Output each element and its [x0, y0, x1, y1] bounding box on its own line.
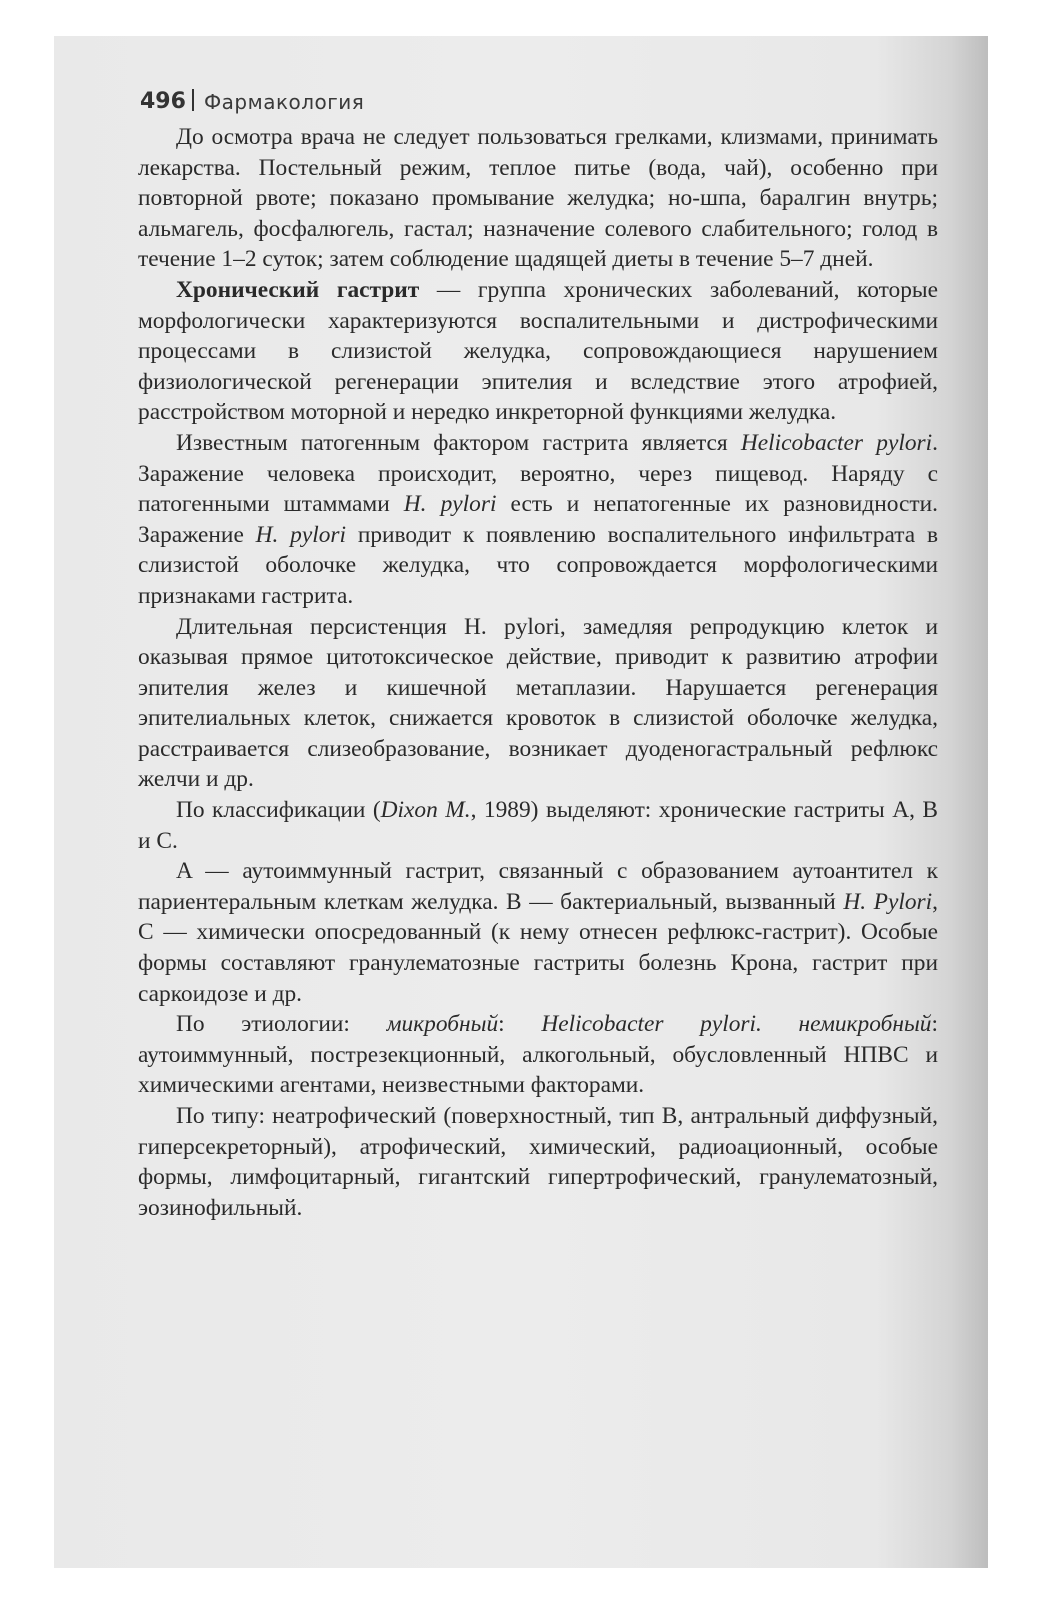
p3-text-2: . Заражение человека происходит, вероятно, через пищевод. Наряду с патогенными штаммами: [138, 429, 938, 518]
p5-italic-1: Dixon M.: [380, 797, 471, 824]
p7-text-3: : аутоиммунный, пострезекционный, алкогольный, обусловленный НПВС и химическими агентами, неизвестными факторами.: [138, 1011, 938, 1099]
paragraph-5: [138, 795, 938, 856]
p3-italic-3: H. pylori: [255, 521, 347, 548]
paragraph-7: [138, 1009, 938, 1101]
paragraph-2-text: — группа хронических заболеваний, которые морфологически характеризуются воспалительными и дистрофическими процессами в слизистой желудка, сопровождающиеся нарушением физиологической регенерации эпителия и вследствие этого атрофией, расстройством моторной и нередко инкреторной функциями желудка.: [138, 276, 938, 426]
p7-italic-2: Helicobacter pylori. немикробный: [541, 1011, 932, 1038]
p5-text-2: , 1989) выделяют: хронические гастриты A, B и C.: [138, 797, 939, 854]
page-header: [140, 80, 938, 114]
paragraph-6: [138, 856, 938, 1009]
running-title: Фармакология: [203, 90, 365, 114]
page-number: 496: [140, 89, 186, 114]
p3-text-1: Известным патогенным фактором гастрита является: [176, 429, 741, 456]
p7-text-1: По этиологии:: [176, 1011, 387, 1038]
p7-text-2: :: [498, 1011, 542, 1038]
page-content: [138, 80, 938, 1223]
paragraph-4: Длительная персистенция H. pylori, замедляя репродукцию клеток и оказывая прямое цитотоксическое действие, приводит к развитию атрофии эпителия желез и кишечной метаплазии. Нарушается регенерация эпителиальных клеток, снижается кровоток в слизистой оболочке желудка, расстраивается слизеобразование, возникает дуоденогастральный рефлюкс желчи и др.: [138, 613, 938, 793]
term-chronic-gastritis: Хронический гастрит: [176, 276, 420, 303]
paragraph-8: По типу: неатрофический (поверхностный, тип B, антральный диффузный, гиперсекреторный), атрофический, химический, радиоационный, особые формы, лимфоцитарный, гигантский гипертрофический, гранулематозный, эозинофильный.: [138, 1103, 938, 1221]
paragraph-1: До осмотра врача не следует пользоваться грелками, клизмами, принимать лекарства. Постельный режим, теплое питье (вода, чай), особенно при повторной рвоте; показано промывание желудка; но-шпа, баралгин внутрь; альмагель, фосфалюгель, гастал; назначение солевого слабительного; голод в течение 1–2 суток; затем соблюдение щадящей диеты в течение 5–7 дней.: [138, 124, 938, 273]
p3-text-4: приводит к появлению воспалительного инфильтрата в слизистой оболочке желудка, что сопровождается морфологическими признаками гастрита.: [138, 521, 938, 609]
paragraph-3: [138, 428, 938, 612]
p7-italic-1: микробный: [386, 1011, 499, 1038]
p5-text-1: По классификации (: [176, 797, 381, 824]
p3-text-3: есть и непатогенные их разновидности. Заражение: [138, 491, 938, 548]
p6-italic-1: H. Pylori: [843, 888, 933, 915]
body-text: [138, 122, 938, 1223]
header-separator: [192, 89, 194, 111]
p3-italic-1: Helicobacter pylori: [740, 429, 933, 456]
p3-italic-2: H. pylori: [403, 491, 497, 518]
p6-text-1: A — аутоиммунный гастрит, связанный с образованием аутоантител к париентеральным клеткам желудка. B — бактериальный, вызванный: [138, 858, 938, 915]
paragraph-2: [138, 275, 938, 428]
scanned-page: [54, 36, 988, 1568]
p6-text-2: , C — химически опосредованный (к нему отнесен рефлюкс-гастрит). Особые формы составляют гранулематозные гастриты болезнь Крона, гастрит при саркоидозе и др.: [138, 888, 938, 1007]
